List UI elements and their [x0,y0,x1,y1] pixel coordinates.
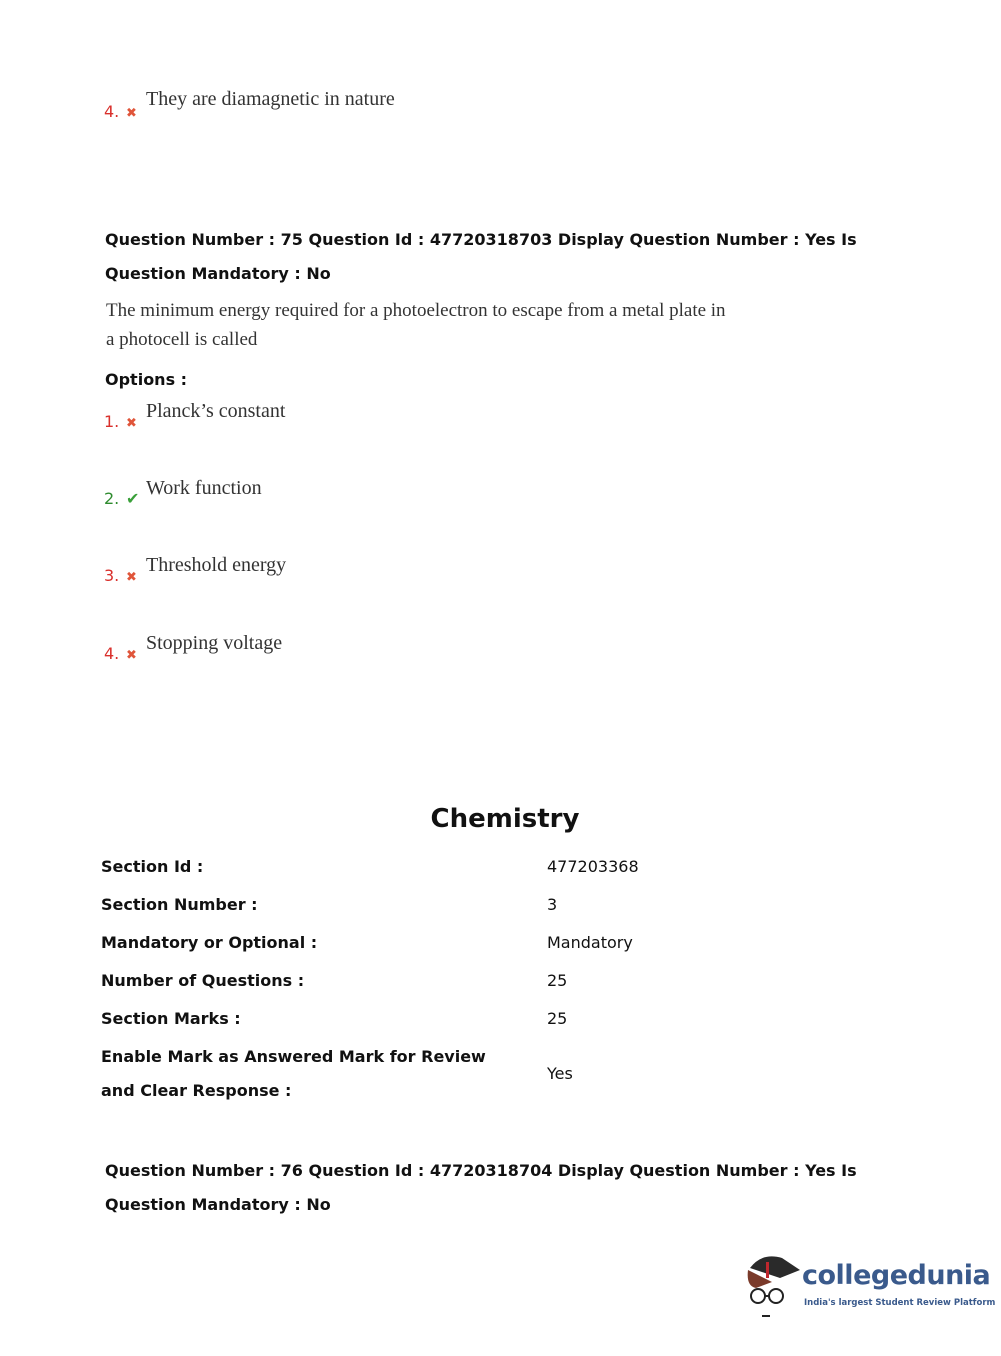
option-1 [104,400,286,431]
cross-icon: ✖ [126,570,137,585]
collegedunia-logo [742,1248,996,1320]
check-icon: ✔ [126,489,140,508]
options-label: Options : [105,370,188,389]
logo-tagline: India's largest Student Review Platform [804,1298,996,1308]
option-number: 3. [104,566,120,585]
num-questions-value: 25 [547,971,568,990]
option-number: 1. [104,412,120,431]
option-4 [104,632,283,663]
section-id-label: Section Id : [101,857,204,876]
option-text: Threshold energy [146,554,287,576]
option-text: They are diamagnetic in nature [146,88,395,110]
option-4-prev [104,88,395,121]
enable-mark-value: Yes [547,1064,573,1083]
section-marks-value: 25 [547,1009,568,1028]
enable-mark-label: Enable Mark as Answered Mark for Review and Clear Response : [101,1047,486,1100]
section-title: Chemistry [430,804,580,834]
section-marks-label: Section Marks : [101,1009,241,1028]
option-3 [104,554,287,585]
option-number: 4. [104,102,120,121]
option-2 [104,477,262,508]
option-text: Stopping voltage [146,632,283,654]
question-75-header: Question Number : 75 Question Id : 47720318703 Display Question Number : Yes Is Question Mandatory : No [105,230,857,283]
option-text: Planck’s constant [146,400,286,422]
option-text: Work function [146,477,262,499]
num-questions-label: Number of Questions : [101,971,305,990]
mandatory-value: Mandatory [547,933,633,952]
question-75-text: The minimum energy required for a photoelectron to escape from a metal plate in a photocell is called [106,300,726,350]
mascot-icon [742,1248,802,1318]
section-id-value: 477203368 [547,857,639,876]
section-number-value: 3 [547,895,558,914]
cross-icon: ✖ [126,106,137,121]
option-number: 4. [104,644,120,663]
logo-name: collegedunia [802,1260,991,1291]
option-number: 2. [104,489,120,508]
cross-icon: ✖ [126,648,137,663]
question-76-header: Question Number : 76 Question Id : 47720318704 Display Question Number : Yes Is Question Mandatory : No [105,1161,857,1214]
section-number-label: Section Number : [101,895,258,914]
cross-icon: ✖ [126,416,137,431]
mandatory-label: Mandatory or Optional : [101,933,318,952]
